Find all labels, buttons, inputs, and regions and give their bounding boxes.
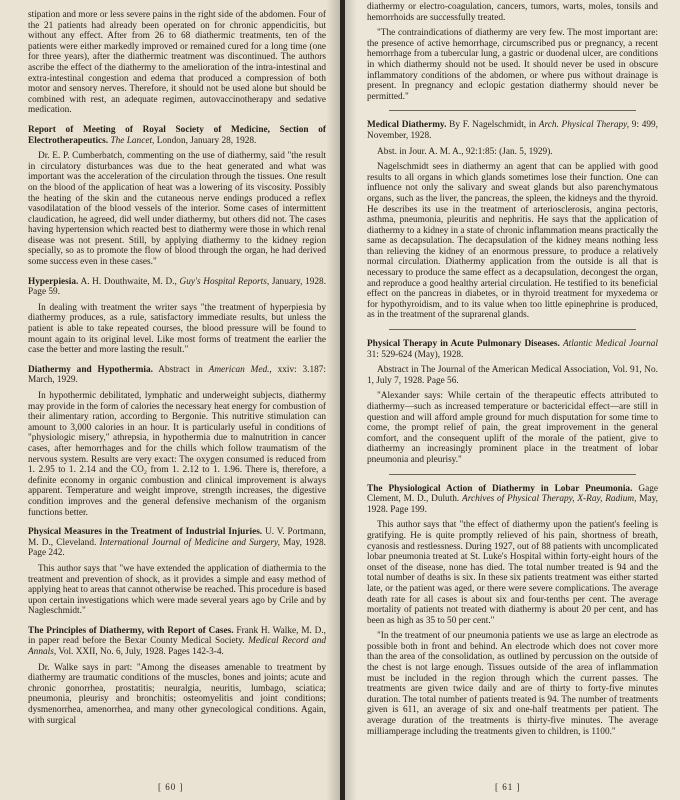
- citation: 31: 529-624 (May), 1928.: [367, 349, 464, 360]
- citation: May, 1928. Page 199.: [367, 494, 658, 515]
- citation: London, January 28, 1928.: [156, 135, 257, 146]
- article-heading: [367, 120, 658, 141]
- paragraph: Nagelschmidt sees in diathermy an agent that can be applied with good results to all organs in which glands sometimes lose their function. One can influence not only the salivary and sweat glands but also parenchymatous organs, such as the liver, the pancreas, the spleen, the kidneys and the thyroid. He describes its use in the treatment of arteriosclerosis, angina pectoris, asthma, pneumonia, pleuritis and nephritis. He says that the application of diathermy to a kidney in a state of chronic inflammation means practically the same as decapsulation. The decapsulation of the kidney means nothing less than relieving the kidney of an enormous pressure, to produce a relatively normal circulation. Diathermy application from the outside is all that is necessary to produce the same effect as a decapsulation, decongest the organ, and reproduce a good healthy arterial circulation. He testified to its beneficial effect on the pancreas in diabetes, or in thyroid treatment for myxedema or for hypothyroidism, and to its value when too little epinephrine is produced, as in the treatment of the suprarenal glands.: [367, 162, 658, 321]
- divider: [389, 110, 636, 111]
- citation: 9: 499, November, 1928.: [367, 120, 659, 141]
- paragraph: "In the treatment of our pneumonia patients we use as large an electrode as possible both in front and behind. An electrode which does not cover more than the area of the consolidation, as outlined by percussion on the outside of the chest is not large enough. Tissues outside of the area of inflammation must be included in the region through which the current passes. The treatments are given twice daily and are of thirty to forty-five minutes duration. The total number of patients treated is 94. The number of treatments given is 611, an average of six and one-half treatments per patient. The average duration of the treatments is thirty-five minutes. The average milliamperage including the treatments given to children, is 1100.": [367, 631, 658, 737]
- abstract-note: in paper read before the Bexar County Medical Society.: [28, 636, 245, 647]
- article-heading: [28, 626, 326, 658]
- article-heading: [28, 277, 326, 298]
- article-title: Physical Measures in the Treatment of Industrial Injuries.: [28, 527, 263, 538]
- journal-name: American Med.,: [208, 364, 272, 375]
- journal-name: Archives of Physical Therapy, X-Ray, Radium,: [462, 494, 637, 505]
- page-number: [ 60 ]: [158, 782, 184, 792]
- author: A. H. Douthwaite, M. D.,: [80, 276, 177, 287]
- article-heading: [367, 339, 658, 360]
- journal-name: International Journal of Medicine and Surgery,: [99, 537, 280, 548]
- citation: January, 1928. Page 59.: [28, 276, 327, 298]
- citation: Vol. XXII, No. 6, July, 1928. Pages 142-3-4.: [58, 647, 224, 658]
- article-heading: [28, 365, 326, 386]
- article-heading: [367, 484, 658, 516]
- paragraph: This author says that "the effect of diathermy upon the patient's feeling is gratifying. He is quite promptly relieved of his pain, shortness of breath, cyanosis and restlessness. During 1927, out of 88 patients with uncomplicated lobar pneumonia treated at St. Luke's Hospital within forty-eight hours of the onset of the disease, none has died. The total number treated is 94 and the total number of deaths is six. In these six patients treatment was either started late, or the patient was aged, or there were severe complications. The average death rate for all cases is about six and four-tenths per cent. The average mortality of patients not treated with diathermy is about 20 per cent, and has been as high as 35 to 50 per cent.": [367, 520, 658, 626]
- paragraph: This author says that "we have extended the application of diathermia to the treatment and prevention of shock, as it provides a simple and easy method of applying heat to areas that cannot otherwise be reached. This procedure is based upon certain investigations which were made several years ago by Crile and by Nagleschmidt.": [28, 563, 326, 617]
- author: Gage Clement, M. D., Duluth.: [367, 483, 658, 505]
- citation: May, 1928. Page 242.: [28, 537, 326, 559]
- paragraph: In dealing with treatment the writer says "the treatment of hyperpiesia by diathermy produces, as a rule, satisfactory immediate results, but unless the patient is able to take repeated courses, the blood pressure will be found to mount again to its original level. Like most forms of treatment the earlier the case the better and more lasting the result.": [28, 302, 326, 356]
- author: Frank H. Walke, M. D.,: [236, 625, 326, 636]
- divider: [389, 329, 636, 330]
- journal-name: Arch. Physical Therapy,: [538, 120, 630, 131]
- author: U. V. Portmann, M. D., Cleveland.: [28, 527, 326, 548]
- article-title: The Principles of Diathermy, with Report of Cases.: [28, 625, 234, 636]
- journal-name: The Lancet,: [110, 135, 155, 146]
- journal-name: Medical Record and Annals,: [28, 636, 326, 658]
- abstract-note: Abstract in: [158, 364, 203, 375]
- paragraph: stipation and more or less severe pains in the right side of the abdomen. Four of the 21 patients had already been operated on for chronic appendicitis, but without any effect. After from 26 to 68 diathermic treatments, ten of the patients were either markedly improved or remained cured for a long time (one for three years), after the diathermic treatment was discontinued. The authors ascribe the effect of the diathermy to the amelioration of the intra-intestinal and extra-intestinal congestion and edema that produced a compression of both motor and sensory nerves. Therefore, it should not be used alone but should be combined with rest, an adequate regimen, autovaccinotherapy and sedative medication.: [28, 10, 326, 116]
- right-page: [345, 0, 680, 800]
- article-heading: [28, 527, 326, 559]
- paragraph: diathermy or electro-coagulation, cancers, tumors, warts, moles, tonsils and hemorrhoids are successfully treated.: [367, 2, 658, 23]
- divider: [389, 474, 636, 475]
- abstract-note: Abstract in The Journal of the American Medical Association, Vol. 91, No. 1, July 7, 1928. Page 56.: [367, 365, 658, 386]
- paragraph: Dr. Walke says in part: "Among the diseases amenable to treatment by diathermy are traumatic conditions of the muscles, bones and joints; acute and chronic gonorrhea, prostatitis; neuralgia, neuritis, lumbago, sciatica; pneumonia, pleurisy and bronchitis; osteomyelitis and joint conditions; dysmenorrhea, amenorrhea, and many other gynecological conditions. Again, with surgical: [28, 662, 326, 726]
- article-title: Hyperpiesia.: [28, 276, 79, 287]
- paragraph: "The contraindications of diathermy are very few. The most important are: the presence of active hemorrhage, circumscribed pus or pregnancy, a recent hemorrhage from a tubercular lung, a gastric or duodenal ulcer, are conditions in which diathermy should not be used. It should never be used in obscure inflammatory conditions of the abdomen, or where pus without drainage is present. In pregnancy and eclopic gestation diathermy should never be permitted.": [367, 28, 658, 102]
- paragraph: "Alexander says: While certain of the therapeutic effects attributed to diathermy—such as increased temperature or bactericidal effect—are still in question and will afford ample ground for much disputation for some time to come, the prompt relief of pain, the great improvement in the general comfort, and the consequent uplift of the morale of the patient, give to diathermy an increasingly prominent place in the treatment of lobar pneumonia and pleurisy.": [367, 391, 658, 465]
- citation: xxiv: 3.187: March, 1929.: [28, 364, 326, 386]
- article-title: Report of Meeting of Royal Society of Medicine, Section of Electrotherapeutics.: [28, 124, 326, 146]
- article-title: The Physiological Action of Diathermy in Lobar Pneumonia.: [367, 483, 633, 494]
- journal-name: Atlantic Medical Journal: [562, 339, 658, 350]
- paragraph: In hypothermic debilitated, lymphatic and underweight subjects, diathermy may provide in the form of calories the necessary heat energy for combustion of their alimentary ration, according to Bergonie. This nutritive stimulation can amount to 3,000 calories in an hour. It is particularly useful in conditions of "physiologic misery," athrepsia, in hypothermia due to malnutrition in cancer cases, after hemorrhages and for the chills which follow traumatism of the nervous system. Results are very exact: The oxygen consumed is reduced from 1. 2.95 to 1. 2.14 and the CO₂ from 1. 2.12 to 1. 1.96. There is, therefore, a definite economy in organic combustion and clinical improvement is always apparent. Temperature and weight improve, strength increases, the digestive condition improves and the general defensive mechanism of the organism functions better.: [28, 391, 327, 518]
- paragraph: Dr. E. P. Cumberbatch, commenting on the use of diathermy, said "the result in circulatory disturbances was due to the heat generated and what was important was the acceleration of the circulation through the tissues. One result on the blood of the application of heat was a lowering of its viscosity. Possibly the heating of the skin and the cutaneous nerve endings produced a reflex vasodilatation of the blood vessels of the interior. Some cases of intermittent claudication, he agreed, did well under diathermy, but others did not. The cases having hypertension which reacted best to diathermy were those in which renal disease was not present. Still, by applying diathermy to the kidney region specially, so as to promote the flow of blood through the organ, he had derived some success even in these cases.": [28, 151, 326, 268]
- page-number: [ 61 ]: [495, 782, 521, 792]
- article-heading: [28, 125, 326, 146]
- author: By F. Nagelschmidt, in: [449, 120, 537, 131]
- article-title: Physical Therapy in Acute Pulmonary Diseases.: [367, 339, 560, 350]
- journal-name: Guy's Hospital Reports,: [179, 276, 270, 287]
- abstract-note: Abst. in Jour. A. M. A., 92:1:85: (Jan. 5, 1929).: [377, 146, 553, 157]
- article-title: Diathermy and Hypothermia.: [28, 364, 153, 375]
- article-title: Medical Diathermy.: [367, 120, 447, 131]
